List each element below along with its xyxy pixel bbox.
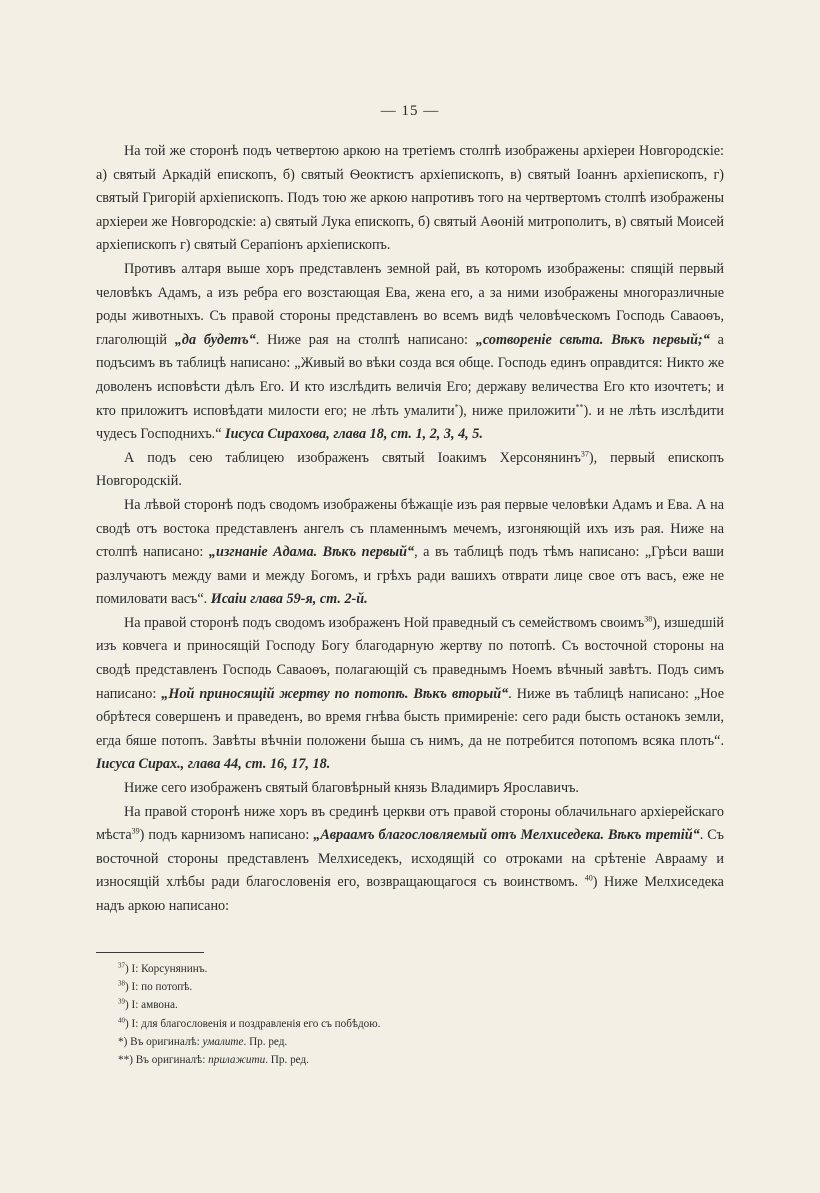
footnote <box>118 978 678 996</box>
italic-citation: „сотворенiе свѣта. Вѣкъ первый;“ <box>475 331 710 348</box>
text-run: ). и не лѣть изслѣдити чудесъ Господнихъ.“ <box>96 402 725 443</box>
footnotes <box>118 960 678 1069</box>
footnote <box>118 1051 678 1069</box>
footnote-marker: 40 <box>118 1015 125 1024</box>
page-number: — 15 — <box>380 103 440 119</box>
text-run: *) Въ оригиналѣ: <box>118 1035 203 1048</box>
text-run: . Пр. ред. <box>243 1035 288 1048</box>
italic-citation: Iисуса Сирах., глава 44, ст. 16, 17, 18. <box>96 756 331 773</box>
text-run: На правой сторонѣ ниже хоръ въ срединѣ церкви отъ правой стороны облачильнаго архiерейскаго мѣста <box>96 803 724 844</box>
text-run: . Съ восточной стороны представленъ Мелхиседекъ, исходящiй со отроками на срѣтенiе Аврааму и износящiй хлѣбы ради благословенiя его, возвращающагося съ воинствомъ. <box>96 827 724 891</box>
text-run: ) I: для благословенiя и поздравленiя его съ побѣдою. <box>125 1017 381 1030</box>
italic-citation: Iисуса Сирахова, глава 18, ст. 1, 2, 3, 4, 5. <box>225 426 483 443</box>
text-run: ) I: Корсунянинъ. <box>125 963 208 975</box>
paragraph <box>96 777 724 801</box>
italic-citation: умалите <box>202 1035 244 1048</box>
text-run: А подъ сею таблицею изображенъ святый Iоакимъ Херсонянинъ <box>124 449 581 466</box>
text-run: ) Ниже Мелхиседека надъ аркою написано: <box>96 874 724 914</box>
text-run: ) I: амвона. <box>125 999 178 1012</box>
footnote-marker: 38 <box>118 979 125 988</box>
footnote <box>118 960 678 978</box>
footnote <box>118 1033 678 1051</box>
italic-citation: „да будетъ“ <box>174 331 256 348</box>
paragraph <box>96 447 724 494</box>
footnote <box>118 996 678 1014</box>
text-run: ) I: по потопѣ. <box>125 981 193 994</box>
text-run: ), первый епископъ Новгородскiй. <box>96 449 724 490</box>
text-run: На лѣвой сторонѣ подъ сводомъ изображены бѣжащiе изъ рая первые человѣки Адамъ и Ева. А на сводѣ отъ востока представленъ ангелъ съ пламеннымъ мечемъ, изгоняющiй ихъ изъ рая. Ниже на столпѣ написано: <box>96 496 724 561</box>
paragraph <box>96 140 724 258</box>
text-run: . Ниже рая на столпѣ написано: <box>255 331 476 348</box>
text-run: На правой сторонѣ подъ сводомъ изображенъ Ной праведный съ семействомъ своимъ <box>124 614 645 631</box>
italic-citation: прилажити <box>208 1054 266 1067</box>
paragraph <box>96 494 724 612</box>
footnote-marker: 37 <box>580 448 589 458</box>
text-run: . Ниже въ таблицѣ написано: „Ное обрѣтеся совершенъ и праведенъ, во время гнѣва бысть примиренiе: сего ради бысть останокъ земли, егда бяше потопъ. Завѣты вѣчнiи положени быша съ нимъ, да не потребится потопомъ всяка плоть“. <box>96 685 724 749</box>
footnote-marker: 39 <box>131 826 140 836</box>
body-text <box>96 140 724 919</box>
text-run: ) подъ карнизомъ написано: <box>139 827 314 844</box>
text-run: , а въ таблицѣ подъ тѣмъ написано: „Грѣси ваши разлучаютъ между вами и между Богомъ, и грѣхъ ради вашихъ отврати лице свое отъ васъ, еже не помиловати васъ“. <box>96 544 724 608</box>
footnote-marker: ** <box>575 401 584 411</box>
italic-citation: „Авраамъ благословляемый отъ Мелхиседека. Вѣкъ третiй“ <box>313 827 700 844</box>
footnote-separator <box>96 952 204 953</box>
italic-citation: „Ной приносящiй жертву по потопѣ. Вѣкъ вторый“ <box>161 685 509 702</box>
text-run: Ниже сего изображенъ святый благовѣрный князь Владимиръ Ярославичъ. <box>124 780 579 797</box>
footnote <box>118 1015 678 1033</box>
footnote-marker: 40 <box>584 873 593 883</box>
paragraph <box>96 612 724 777</box>
text-run: ), изшедшiй изъ ковчега и приносящiй Господу Богу благодарную жертву по потопѣ. Съ восточной стороны на сводѣ представленъ Господь Саваоѳъ, полагающiй съ праведнымъ Ноемъ вѣчный завѣтъ. Подъ симъ написано: <box>96 614 724 702</box>
text-run: . Пр. ред. <box>265 1054 309 1067</box>
paragraph <box>96 801 724 919</box>
text-run: ), ниже приложити <box>458 402 576 419</box>
footnote-marker: 39 <box>118 997 125 1006</box>
paragraph <box>96 258 724 447</box>
footnote-marker: * <box>454 401 459 411</box>
text-run: На той же сторонѣ подъ четвертою аркою на третiемъ столпѣ изображены архiереи Новгородскiе: а) святый Аркадiй епископъ, б) святый Ѳеоктистъ архiепископъ, в) святый Iоаннъ архiепископъ, г) святый Григорiй архiепископъ. Подъ тою же аркою напротивъ того на чертвертомъ столпѣ изображены архiереи же Новгородскiе: а) святый Лука епископъ, б) святый Аѳонiй митрополитъ, в) святый Моисей архiепископъ г) святый Серапiонъ архiепископъ. <box>96 143 724 254</box>
footnote-marker: 38 <box>644 614 653 624</box>
text-run: **) Въ оригиналѣ: <box>118 1054 209 1067</box>
footnote-marker: 37 <box>118 961 125 970</box>
text-run: Противъ алтаря выше хоръ представленъ земной рай, въ которомъ изображены: спящiй первый человѣкъ Адамъ, а изъ ребра его возстающая Ева, жена его, а за ними изображены многоразличные роды животныхъ. Съ правой стороны представленъ во всемъ видѣ человѣческомъ Господь Саваоѳъ, глаголющiй <box>96 260 724 348</box>
italic-citation: „изгнанiе Адама. Вѣкъ первый“ <box>208 544 415 561</box>
italic-citation: Исаiи глава 59-я, ст. 2-й. <box>210 591 368 608</box>
text-run: а подъсимъ въ таблицѣ написано: „Живый во вѣки созда вся обще. Господь единъ оправдится: Никто же доволенъ исповѣсти дѣлъ Его. И кто изслѣдить величiя Его; державу величества Его кто изочтетъ; и кто приложитъ исповѣдати милости его; не лѣть умалити <box>96 331 724 419</box>
